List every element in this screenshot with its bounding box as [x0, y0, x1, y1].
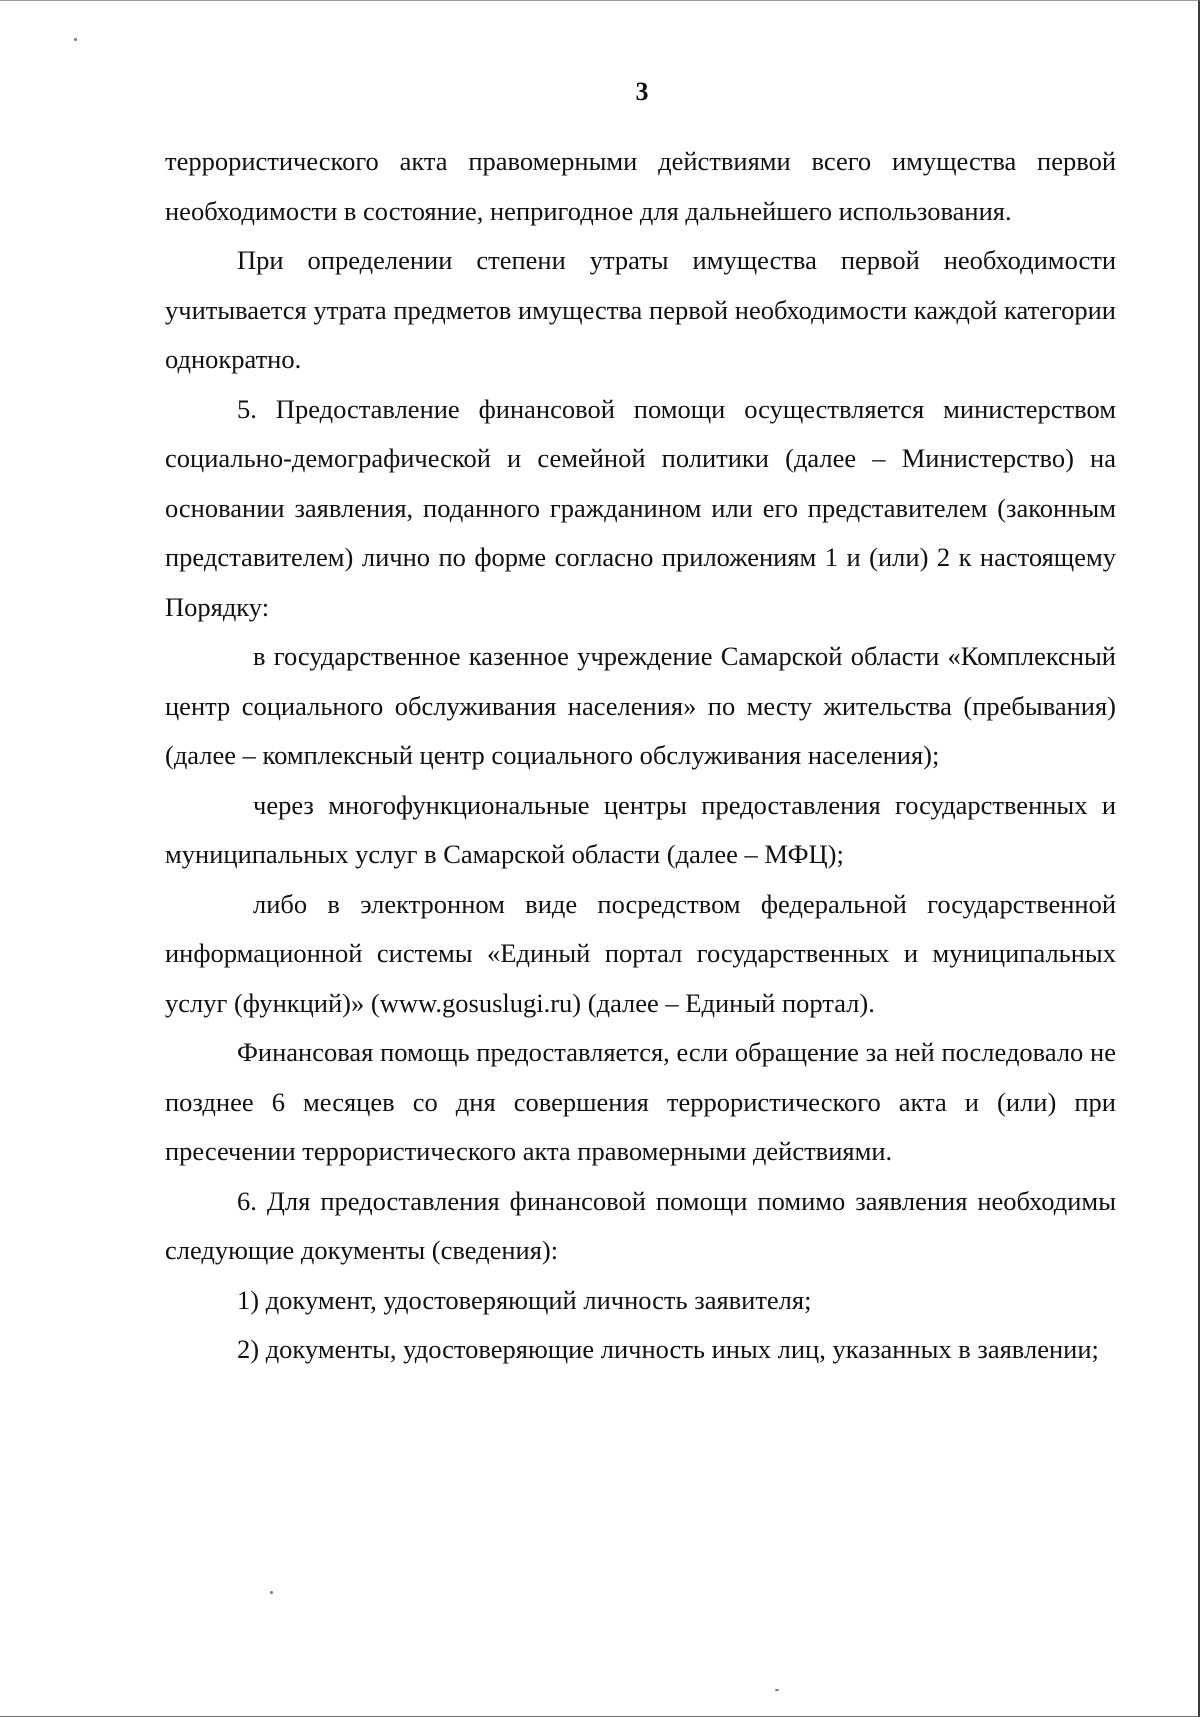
paragraph-subitem-1: 1) документ, удостоверяющий личность заявителя; [237, 1284, 812, 1315]
scan-speck [270, 1591, 273, 1594]
paragraph-loss-degree: При определении степени утраты имущества первой необходимости учитывается утрата предметов имущества первой необходимости каждой категории однократно. [165, 245, 1116, 374]
paragraph-item-5: 5. Предоставление финансовой помощи осуществляется министерством социально-демографической и семейной политики (далее – Министерство) на основании заявления, поданного гражданином или его представителем (законным представителем) лично по форме согласно приложениям 1 и (или) 2 к настоящему Порядку: [165, 393, 1116, 622]
paragraph-option-mfc: через многофункциональные центры предоставления государственных и муниципальных услуг в Самарской области (далее – МФЦ); [165, 789, 1116, 869]
scan-speck [775, 1689, 779, 1691]
paragraph-option-portal: либо в электронном виде посредством федеральной государственной информационной системы «Единый портал государственных и муниципальных услуг (функций)» (www.gosuslugi.ru) (далее – Единый портал). [165, 888, 1116, 1018]
document-body [165, 137, 1116, 1375]
paragraph-deadline: Финансовая помощь предоставляется, если обращение за ней последовало не позднее 6 месяцев со дня совершения террористического акта и (или) при пресечении террористического акта правомерными действиями. [165, 1037, 1116, 1166]
scan-speck [74, 38, 77, 41]
page-number: 3 [635, 77, 649, 106]
paragraph-subitem-2: 2) документы, удостоверяющие личность иных лиц, указанных в заявлении; [237, 1334, 1099, 1364]
paragraph-continuation: террористического акта правомерными действиями всего имущества первой необходимости в состояние, непригодное для дальнейшего использования. [165, 146, 1116, 226]
paragraph-item-6: 6. Для предоставления финансовой помощи помимо заявления необходимы следующие документы (сведения): [165, 1185, 1116, 1265]
paragraph-option-kcson: в государственное казенное учреждение Самарской области «Комплексный центр социального обслуживания населения» по месту жительства (пребывания) (далее – комплексный центр социального обслуживания населения); [165, 641, 1116, 770]
